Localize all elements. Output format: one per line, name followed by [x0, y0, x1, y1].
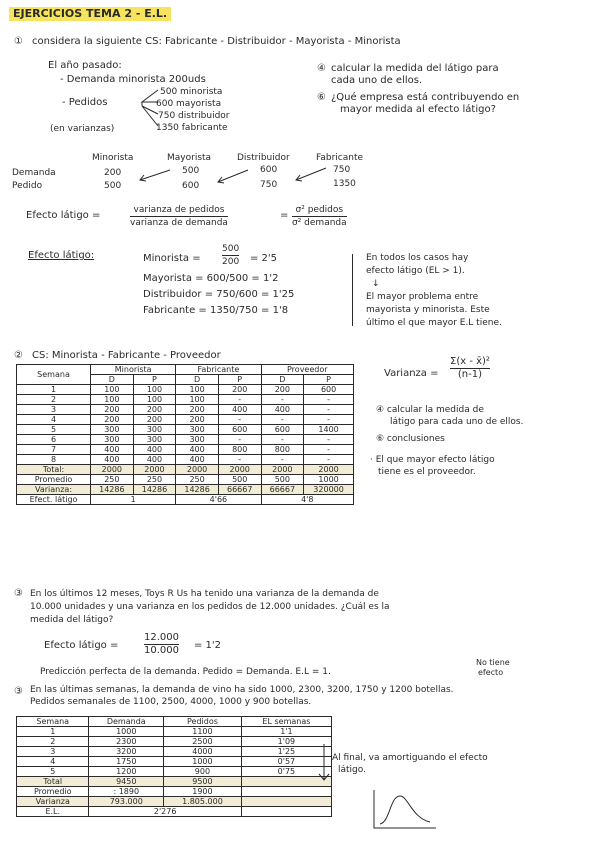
- table-cell: 900: [164, 767, 242, 777]
- table-row: [17, 445, 354, 455]
- ex1-task-a: calcular la medida del látigo para: [331, 63, 499, 74]
- summary-cell: 500: [261, 475, 304, 485]
- res-minorista-num: 500: [222, 244, 240, 254]
- table-cell: 800: [261, 445, 304, 455]
- table-cell: 1000: [89, 727, 164, 737]
- table-row: [17, 767, 332, 777]
- summary-cell: 793.000: [89, 797, 164, 807]
- table-row: [17, 415, 354, 425]
- ex1-demand: - Demanda minorista 200uds: [60, 74, 206, 85]
- var-frac: [450, 356, 490, 381]
- ex2-task-b: ⑥ conclusiones: [376, 434, 445, 444]
- ex1-last-year: El año pasado:: [48, 60, 122, 71]
- table-cell: 5: [17, 425, 91, 435]
- summary-cell: 250: [176, 475, 219, 485]
- summary-cell: 500: [218, 475, 261, 485]
- summary-cell: 66667: [218, 485, 261, 495]
- table-cell: -: [304, 435, 354, 445]
- ex1-conclusion: En todos los casos hay: [366, 253, 469, 263]
- table-cell: 1200: [89, 767, 164, 777]
- summary-cell: 320000: [304, 485, 354, 495]
- var-num: Σ(x - x̄)²: [450, 356, 490, 367]
- table-cell: 0'57: [241, 757, 331, 767]
- ex2-statement: CS: Minorista - Fabricante - Proveedor: [32, 350, 221, 361]
- table-cell: 400: [176, 445, 219, 455]
- summary-cell: 1.805.000: [164, 797, 242, 807]
- res-minorista-den: 200: [222, 257, 240, 267]
- ex2-task-a: ④ calcular la medida de: [376, 405, 484, 415]
- summary-cell: 2000: [133, 465, 176, 475]
- table-cell: -: [218, 395, 261, 405]
- ex4-number: ③: [14, 686, 23, 697]
- ex4-text: En las últimas semanas, la demanda de vino ha sido 1000, 2300, 3200, 1750 y 1200 botellas.: [30, 685, 454, 695]
- ex4-note: látigo.: [338, 765, 366, 775]
- th-sub: D: [91, 375, 134, 385]
- ex2-conclusion: · El que mayor efecto látigo: [370, 455, 495, 465]
- summary-cell: : 1890: [89, 787, 164, 797]
- table-cell: 100: [133, 385, 176, 395]
- summary-cell: Total:: [17, 465, 91, 475]
- table-cell: 1000: [164, 757, 242, 767]
- ex3-note2: No tiene: [476, 658, 510, 667]
- table-cell: 300: [91, 425, 134, 435]
- table-row: [17, 395, 354, 405]
- grid-header: Minorista: [92, 153, 134, 163]
- ex1-conclusion: ↓: [372, 279, 380, 289]
- grid-arrows: [130, 164, 350, 186]
- formula-denominator2: σ² demanda: [292, 218, 347, 228]
- summary-cell: 9450: [89, 777, 164, 787]
- table-cell: 1400: [304, 425, 354, 435]
- summary-cell: 9500: [164, 777, 242, 787]
- var-label: Varianza =: [384, 368, 439, 379]
- th4: Semana: [17, 717, 89, 727]
- table-cell: 2: [17, 395, 91, 405]
- summary-cell: Varianza:: [17, 485, 91, 495]
- summary-cell: 250: [91, 475, 134, 485]
- table-cell: 3: [17, 747, 89, 757]
- table-cell: 4000: [164, 747, 242, 757]
- formula-numerator: varianza de pedidos: [133, 205, 225, 215]
- th-group: Proveedor: [261, 365, 353, 375]
- ex2-table: [16, 364, 354, 505]
- table-cell: 200: [176, 405, 219, 415]
- row-order-label: Pedido: [12, 181, 43, 191]
- formula-label: Efecto látigo =: [26, 210, 101, 221]
- table-cell: 300: [176, 425, 219, 435]
- table-row: [17, 455, 354, 465]
- th-sub: P: [304, 375, 354, 385]
- ex2-number: ②: [14, 350, 23, 361]
- summary-cell: 2000: [176, 465, 219, 475]
- res-minorista-val: = 2'5: [250, 253, 278, 264]
- ex1-statement: considera la siguiente CS: Fabricante - Distribuidor - Mayorista - Minorista: [32, 36, 401, 47]
- results-label: Efecto látigo:: [28, 250, 95, 261]
- demand-value: 600: [260, 165, 278, 175]
- order-item: 750 distribuidor: [158, 111, 230, 121]
- table-cell: 3200: [89, 747, 164, 757]
- res-line: Distribuidor = 750/600 = 1'25: [143, 289, 295, 300]
- ex3-frac: [144, 632, 179, 657]
- table-cell: -: [218, 455, 261, 465]
- var-den: (n-1): [457, 369, 483, 380]
- formula-sigma: [292, 204, 347, 229]
- summary-cell: 66667: [261, 485, 304, 495]
- table-cell: 1: [17, 727, 89, 737]
- ex4-text: Pedidos semanales de 1100, 2500, 4000, 1000 y 900 botellas.: [30, 697, 312, 707]
- th-sub: D: [261, 375, 304, 385]
- ex3-text: medida del látigo?: [30, 615, 114, 625]
- table-cell: -: [261, 435, 304, 445]
- ex4-note: Al final, va amortiguando el efecto: [332, 753, 488, 763]
- summary-cell: 14286: [91, 485, 134, 495]
- table-cell: 1100: [164, 727, 242, 737]
- table-row: [17, 747, 332, 757]
- ex3-note2: efecto: [478, 668, 504, 677]
- summary-cell: 250: [133, 475, 176, 485]
- th-sub: P: [133, 375, 176, 385]
- summary-cell: 14286: [133, 485, 176, 495]
- table-cell: 100: [176, 385, 219, 395]
- ex1-task-b: mayor medida al efecto látigo?: [340, 104, 496, 115]
- summary-cell: E.L.: [17, 807, 89, 817]
- table-cell: 200: [218, 385, 261, 395]
- order-item: 500 minorista: [160, 87, 223, 97]
- summary-cell: 2000: [304, 465, 354, 475]
- th4: EL semanas: [241, 717, 331, 727]
- ex3-text: En los últimos 12 meses, Toys R Us ha tenido una varianza de la demanda de: [30, 589, 379, 599]
- formula-eq: =: [280, 210, 289, 221]
- summary-cell: Promedio: [17, 475, 91, 485]
- summary-cell: Varianza: [17, 797, 89, 807]
- table-cell: 1'1: [241, 727, 331, 737]
- ex1-conclusion: efecto látigo (EL > 1).: [366, 266, 465, 276]
- ex3-note: Predicción perfecta de la demanda. Pedido = Demanda. E.L = 1.: [40, 667, 331, 677]
- order-item: 600 mayorista: [156, 99, 222, 109]
- ex3-text: 10.000 unidades y una varianza en los pedidos de 12.000 unidades. ¿Cuál es la: [30, 602, 390, 612]
- table-cell: 300: [133, 435, 176, 445]
- table-cell: 400: [133, 445, 176, 455]
- table-row: [17, 405, 354, 415]
- summary-cell: 2000: [261, 465, 304, 475]
- table-cell: 2: [17, 737, 89, 747]
- table-cell: 800: [218, 445, 261, 455]
- table-cell: 200: [133, 415, 176, 425]
- demand-value: 750: [333, 165, 351, 175]
- table-cell: 200: [91, 405, 134, 415]
- page-title: EJERCICIOS TEMA 2 - E.L.: [9, 7, 171, 21]
- ex1-number: ①: [14, 36, 23, 47]
- ex3-num: 12.000: [144, 632, 179, 643]
- table-cell: 100: [133, 395, 176, 405]
- curve-sketch-icon: [366, 788, 440, 834]
- table-cell: 200: [261, 385, 304, 395]
- table-cell: 400: [218, 405, 261, 415]
- table-cell: 300: [91, 435, 134, 445]
- table-row: [17, 435, 354, 445]
- res-minorista-label: Minorista =: [143, 253, 201, 264]
- table-cell: 200: [133, 405, 176, 415]
- table-cell: -: [304, 415, 354, 425]
- table-cell: -: [304, 395, 354, 405]
- th-sub: P: [218, 375, 261, 385]
- th-group: Fabricante: [176, 365, 261, 375]
- table-cell: 0'75: [241, 767, 331, 777]
- th4: Pedidos: [164, 717, 242, 727]
- down-arrow-icon: [314, 742, 334, 786]
- table-row: [17, 757, 332, 767]
- order-value: 600: [182, 181, 200, 191]
- table-cell: 4: [17, 415, 91, 425]
- order-item: 1350 fabricante: [156, 123, 228, 133]
- table-row: [17, 385, 354, 395]
- ex3-formula-label: Efecto látigo =: [44, 640, 119, 651]
- ex2-conclusion: tiene es el proveedor.: [378, 467, 476, 477]
- table-cell: 2500: [164, 737, 242, 747]
- table-cell: 100: [91, 395, 134, 405]
- ex1-conclusion: El mayor problema entre: [366, 292, 479, 302]
- table-cell: 1'25: [241, 747, 331, 757]
- table-row: [17, 737, 332, 747]
- order-value: 500: [104, 181, 122, 191]
- table-cell: -: [261, 455, 304, 465]
- ex1-task-a: cada uno de ellos.: [331, 75, 423, 86]
- table-cell: 200: [91, 415, 134, 425]
- res-line: Fabricante = 1350/750 = 1'8: [143, 305, 289, 316]
- summary-cell: 1: [91, 495, 176, 505]
- ex4-table: [16, 716, 332, 817]
- ex3-number: ③: [14, 588, 23, 599]
- table-cell: 600: [304, 385, 354, 395]
- ex1-conclusion: mayorista y minorista. Este: [366, 305, 490, 315]
- table-cell: 1'09: [241, 737, 331, 747]
- ex1-task-b-num: ⑥: [317, 92, 326, 103]
- ex1-conclusion: último el que mayor E.L tiene.: [366, 318, 502, 328]
- table-cell: 400: [91, 455, 134, 465]
- grid-header: Fabricante: [316, 153, 364, 163]
- order-value: 750: [260, 180, 278, 190]
- th-sub: D: [176, 375, 219, 385]
- summary-cell: Promedio: [17, 787, 89, 797]
- th-group: Minorista: [91, 365, 176, 375]
- summary-cell: 4'8: [261, 495, 353, 505]
- table-row: [17, 727, 332, 737]
- summary-cell: Efect. látigo: [17, 495, 91, 505]
- table-cell: 1750: [89, 757, 164, 767]
- ex1-task-a-num: ④: [317, 63, 326, 74]
- grid-header: Distribuidor: [237, 153, 290, 163]
- table-cell: 600: [218, 425, 261, 435]
- summary-cell: Total: [17, 777, 89, 787]
- table-cell: 7: [17, 445, 91, 455]
- table-cell: -: [304, 405, 354, 415]
- res-line: Mayorista = 600/500 = 1'2: [143, 273, 279, 284]
- ex2-task-a: látigo para cada uno de ellos.: [390, 417, 524, 427]
- table-cell: 300: [133, 425, 176, 435]
- summary-cell: 2000: [91, 465, 134, 475]
- table-cell: -: [218, 415, 261, 425]
- summary-cell: 1900: [164, 787, 242, 797]
- table-cell: -: [261, 395, 304, 405]
- formula-fraction: [130, 204, 228, 229]
- row-demand-label: Demanda: [12, 168, 56, 178]
- th4: Demanda: [89, 717, 164, 727]
- table-cell: 6: [17, 435, 91, 445]
- variances-note: (en varianzas): [50, 124, 115, 134]
- table-cell: 100: [91, 385, 134, 395]
- summary-cell: 1000: [304, 475, 354, 485]
- conclusion-brace: [352, 254, 353, 326]
- formula-numerator2: σ² pedidos: [295, 205, 344, 215]
- ex1-orders-label: - Pedidos: [62, 97, 108, 108]
- table-cell: 400: [176, 455, 219, 465]
- ex1-task-b: ¿Qué empresa está contribuyendo en: [331, 92, 520, 103]
- table-cell: -: [261, 415, 304, 425]
- summary-cell: 2000: [218, 465, 261, 475]
- summary-cell: 2'276: [89, 807, 241, 817]
- ex3-result: = 1'2: [194, 640, 222, 651]
- table-cell: 3: [17, 405, 91, 415]
- table-cell: 100: [176, 395, 219, 405]
- table-cell: 400: [91, 445, 134, 455]
- table-cell: -: [304, 445, 354, 455]
- table-cell: 400: [261, 405, 304, 415]
- table-row: [17, 425, 354, 435]
- ex3-den: 10.000: [144, 645, 179, 656]
- table-cell: 5: [17, 767, 89, 777]
- table-cell: 2300: [89, 737, 164, 747]
- table-cell: 4: [17, 757, 89, 767]
- table-cell: 200: [176, 415, 219, 425]
- demand-value: 200: [104, 168, 122, 178]
- table-cell: 300: [176, 435, 219, 445]
- formula-denominator: varianza de demanda: [130, 218, 228, 228]
- table-cell: -: [218, 435, 261, 445]
- grid-header: Mayorista: [167, 153, 212, 163]
- res-minorista-frac: [222, 243, 239, 268]
- demand-value: 500: [182, 166, 200, 176]
- summary-cell: 14286: [176, 485, 219, 495]
- summary-cell: 4'66: [176, 495, 261, 505]
- table-cell: 600: [261, 425, 304, 435]
- table-cell: -: [304, 455, 354, 465]
- table-cell: 400: [133, 455, 176, 465]
- order-value: 1350: [333, 179, 356, 189]
- table-cell: 1: [17, 385, 91, 395]
- th-semana: Semana: [17, 365, 91, 385]
- table-cell: 8: [17, 455, 91, 465]
